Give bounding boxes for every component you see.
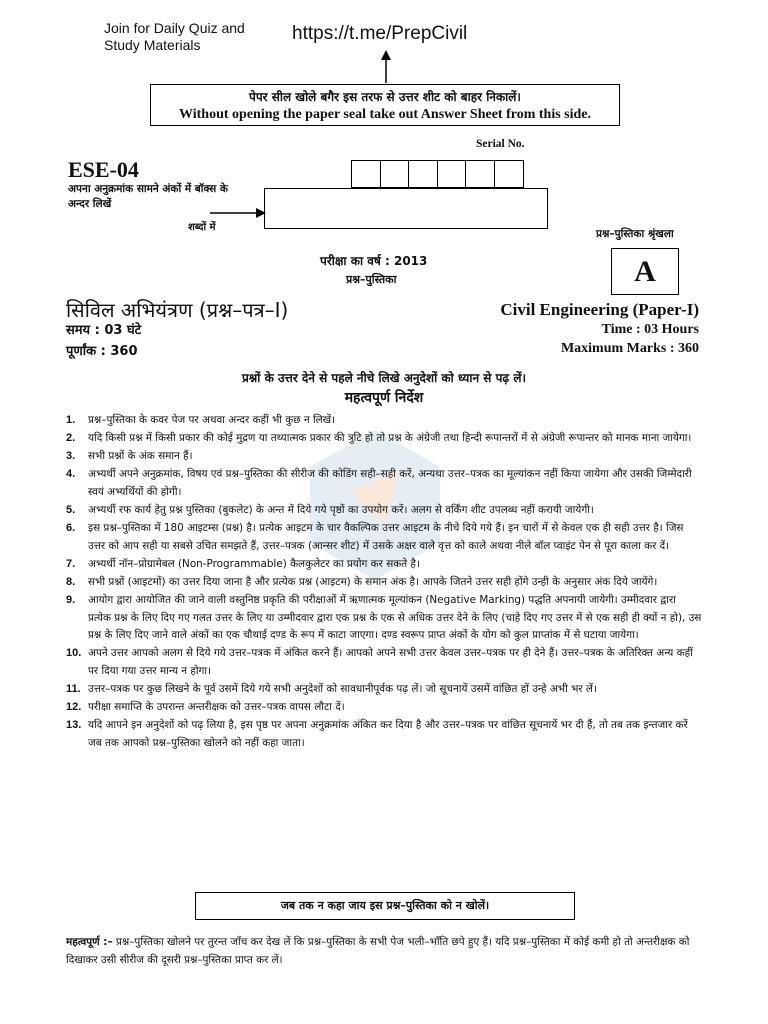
instruction-item [66, 645, 702, 680]
serial-digit-box[interactable] [408, 160, 438, 188]
instruction-text: अभ्यर्थी रफ कार्य हेतु प्रश्न पुस्तिका (बुकलेट) के अन्त में दिये गये पृष्ठों का उपयोग करें। अलग से वर्किंग शीट उपलब्ध नहीं करायी जायेगी। [88, 503, 594, 516]
serial-digit-box[interactable] [494, 160, 524, 188]
instruction-number: 4. [66, 468, 76, 481]
instruction-item [66, 430, 702, 448]
instruction-text: सभी प्रश्नों (आइटमों) का उत्तर दिया जाना है और प्रत्येक प्रश्न (आइटम) के समान अंक है। आपके जितने उत्तर सही होंगे उन्ही के अनुसार अंक दिये जायेंगे। [88, 575, 658, 588]
instruction-number: 1. [66, 414, 76, 426]
instruction-number: 3. [66, 450, 76, 463]
instruction-number: 10. [66, 647, 82, 660]
subject-title-english: Civil Engineering (Paper-I) [500, 300, 699, 319]
instruction-text: परीक्षा समाप्ति के उपरान्त अन्तरीक्षक को उत्तर–पत्रक वापस लौटा दें। [88, 701, 345, 713]
max-marks-hindi: पूर्णांक : 360 [66, 344, 138, 359]
instruction-item [66, 520, 702, 555]
paper-code: ESE-04 [68, 157, 139, 182]
exam-year: परीक्षा का वर्ष : 2013 [320, 254, 428, 268]
up-arrow-icon [376, 50, 396, 84]
instruction-number: 9. [66, 593, 76, 606]
important-note-label: महत्वपूर्ण :– [66, 936, 113, 948]
instruction-number: 2. [66, 432, 76, 445]
instruction-item [66, 717, 702, 752]
important-note-text: प्रश्न–पुस्तिका खोलने पर तुरन्त जाँच कर देख लें कि प्रश्न–पुस्तिका के सभी पेज भली–भाँति छपे हुए हैं। यदि प्रश्न–पुस्तिका में कोई कमी हो तो अन्तरीक्षक को दिखाकर उसी सीरीज की दूसरी प्रश्न–पुस्तिका प्राप्त कर लें। [66, 936, 690, 966]
instruction-text: यदि आपने इन अनुदेशों को पढ़ लिया है, इस पृष्ठ पर अपना अनुक्रमांक अंकित कर दिया है और उत्तर–पत्रक पर वांछित सूचनायें भर दी हैं, तो तब तक इन्तजार करें जब तक आपको प्रश्न–पुस्तिका खोलने को नहीं कहा जाता। [88, 719, 688, 749]
roll-in-words-box[interactable] [264, 188, 548, 229]
seal-notice-box [150, 84, 620, 126]
serial-digit-box[interactable] [465, 160, 495, 188]
instruction-item [66, 681, 702, 699]
instruction-number: 13. [66, 719, 82, 732]
instruction-item [66, 412, 702, 430]
instruction-text: आयोग द्वारा आयोजित की जाने वाली वस्तुनिष्ठ प्रकृति की परीक्षाओं में ऋणात्मक मूल्यांकन (Negative Marking) पद्धति अपनायी जायेगी। उम्मीदवार द्वारा प्रत्येक प्रश्न के लिए दिए गए गलत उत्तर के लिए या उम्मीदवार द्वारा एक प्रश्न के एक से अधिक उत्तर देने के लिए (चाहे दिए गए उत्तर में से एक सही ही क्यों न हो), उस प्रश्न के लिए दिए जाने वाले अंकों का एक चौथाई दण्ड के रूप में काटा जाएगा। दण्ड स्वरूप प्राप्त अंकों के योग को कुल प्राप्तांक में से घटाया जायेगा। [88, 593, 702, 642]
instruction-text: प्रश्न–पुस्तिका के कवर पेज पर अथवा अन्दर कहीं भी कुछ न लिखें। [88, 414, 336, 426]
serial-number-label: Serial No. [476, 138, 525, 150]
subject-title-hindi: सिविल अभियंत्रण (प्रश्न–पत्र–I) [66, 298, 289, 322]
instruction-item [66, 592, 702, 645]
serial-number-boxes[interactable] [352, 160, 524, 188]
do-not-open-notice: जब तक न कहा जाय इस प्रश्न–पुस्तिका को न खोलें। [195, 892, 575, 920]
seal-notice-hindi: पेपर सील खोले बगैर इस तरफ से उत्तर शीट को बाहर निकालें। [249, 90, 521, 104]
important-note [66, 934, 702, 969]
serial-digit-box[interactable] [351, 160, 381, 188]
instruction-text: इस प्रश्न–पुस्तिका में 180 आइटम्स (प्रश्न) है। प्रत्येक आइटम के चार वैकल्पिक उत्तर आइटम के नीचे दिये गये हैं। इन चारों में से केवल एक ही सही उत्तर है। जिस उत्तर को आप सही या सबसे उचित समझते हैं, उत्तर–पत्रक (आन्सर शीट) में उसके अक्षर वाले वृत्त को काले अथवा नीले बॉल प्वाइंट पेन से पूरा काला कर दें। [88, 522, 684, 552]
telegram-link[interactable]: https://t.me/PrepCivil [292, 23, 468, 44]
instruction-item [66, 699, 702, 717]
instruction-number: 12. [66, 701, 82, 713]
instruction-item [66, 448, 702, 466]
instruction-number: 11. [66, 682, 81, 695]
time-hindi: समय : 03 घंटे [66, 323, 142, 338]
instruction-text: अभ्यर्थी नॉन–प्रोग्रामेबल (Non-Programmable) कैलकुलेटर का प्रयोग कर सकते है। [88, 557, 420, 570]
booklet-label: प्रश्न–पुस्तिका [346, 273, 397, 286]
booklet-series-label: प्रश्न–पुस्तिका श्रृंखला [596, 228, 674, 240]
instructions-list [66, 412, 702, 753]
instruction-item [66, 574, 702, 592]
instruction-text: उत्तर–पत्रक पर कुछ लिखने के पूर्व उसमें दिये गये सभी अनुदेशों को सावधानीपूर्वक पढ़ लें। जो सूचनायें उसमें वांछित हों उन्हे अभी भर लें। [88, 682, 597, 695]
instruction-number: 8. [66, 575, 76, 588]
instruction-text: यदि किसी प्रश्न में किसी प्रकार की कोई मुद्रण या तथ्यात्मक प्रकार की त्रुटि हो तो प्रश्न के अंग्रेजी तथा हिन्दी रूपान्तरों में से अंग्रेजी रूपान्तर को मानक माना जायेगा। [88, 432, 692, 445]
instruction-item [66, 556, 702, 574]
in-words-label: शब्दों में [188, 222, 216, 233]
instruction-number: 6. [66, 522, 76, 535]
right-arrow-icon [210, 207, 266, 219]
serial-digit-box[interactable] [437, 160, 467, 188]
instruction-text: अपने उत्तर आपको अलग से दिये गये उत्तर–पत्रक में अंकित करने हैं। आपको अपने सभी उत्तर केवल उत्तर–पत्रक पर ही देने हैं। उत्तर–पत्रक के अतिरिक्त अन्य कहीं पर दिया गया उत्तर मान्य न होगा। [88, 647, 693, 677]
booklet-series-value: A [611, 248, 679, 295]
instruction-item [66, 502, 702, 520]
seal-notice-english: Without opening the paper seal take out Answer Sheet from this side. [179, 107, 591, 122]
roll-number-hint: अपना अनुक्रमांक सामने अंकों में बॉक्स के अन्दर लिखें [68, 183, 228, 210]
read-instructions-note: प्रश्नों के उत्तर देने से पहले नीचे लिखे अनुदेशों को ध्यान से पढ़ लें। [241, 371, 527, 385]
promo-text: Join for Daily Quiz and Study Materials [104, 20, 245, 53]
time-english: Time : 03 Hours [601, 322, 699, 337]
instruction-text: सभी प्रश्नों के अंक समान हैं। [88, 450, 193, 463]
serial-digit-box[interactable] [380, 160, 410, 188]
max-marks-english: Maximum Marks : 360 [560, 341, 699, 356]
instructions-title: महत्वपूर्ण निर्देश [344, 390, 424, 406]
instruction-number: 7. [66, 557, 76, 570]
instruction-item [66, 466, 702, 501]
instruction-number: 5. [66, 503, 76, 516]
instruction-text: अभ्यर्थी अपने अनुक्रमांक, विषय एवं प्रश्न–पुस्तिका की सीरीज की कोडिंग सही–सही करें, अन्यथा उत्तर–पत्रक का मूल्यांकन नहीं किया जायेगा और उसकी जिम्मेदारी स्वयं अभ्यर्थियों की होगी। [88, 468, 692, 498]
